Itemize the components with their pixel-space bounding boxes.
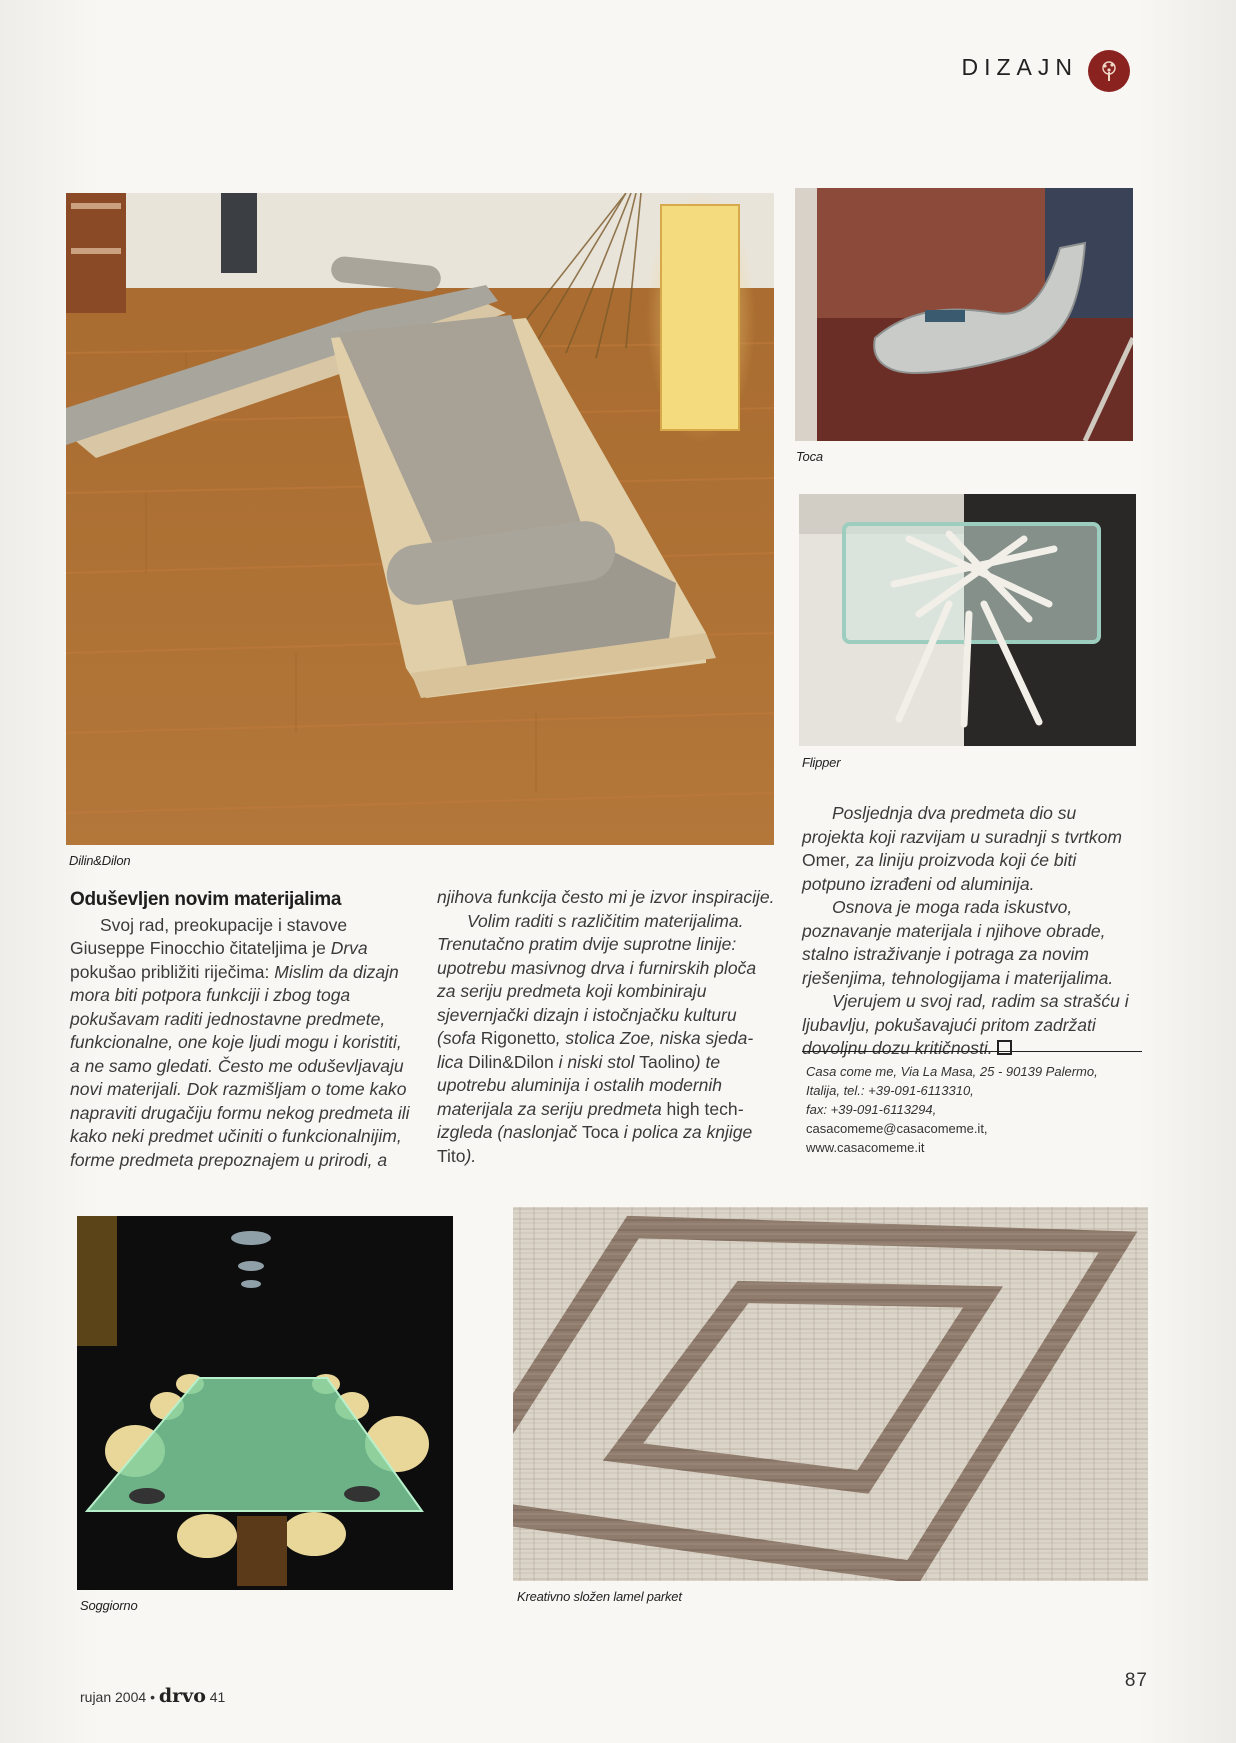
- text-span: Volim raditi s različitim materijalima. Trenutačno pratim dvije suprotne linije: upotrebu masivnog drva i furnirskih ploča za seriju predmeta koji kombiniraju sjevernjački dizajn i istočnjačku kulturu (sofa: [437, 910, 757, 1048]
- issue-date: rujan 2004: [80, 1689, 147, 1705]
- text-span: Omer: [802, 850, 846, 870]
- text-span: Rigonetto: [480, 1028, 556, 1048]
- text-span: ).: [465, 1145, 477, 1166]
- text-span: Tito: [437, 1145, 466, 1166]
- contact-email: casacomeme@casacomeme.it,: [806, 1121, 988, 1136]
- article-paragraph: njihova funkcija često mi je izvor inspiracije.: [437, 887, 775, 907]
- contact-block: [806, 1062, 1146, 1157]
- text-span: Zoe: [619, 1028, 651, 1048]
- photo-parket: [513, 1207, 1148, 1581]
- photo-toca: [795, 188, 1133, 441]
- page-footer: [80, 1685, 225, 1707]
- caption-dilin-dilon: Dilin&Dilon: [69, 853, 131, 868]
- article-paragraph: [802, 990, 1142, 1061]
- text-span: Svoj rad, preokupacije i stavove Giuseppe Finocchio čitateljima je: [70, 914, 348, 958]
- photo-dilin-dilon: [66, 193, 774, 845]
- text-span: -izgleda (naslonjač: [437, 1098, 744, 1142]
- article-paragraph: Osnova je moga rada iskustvo, poznavanje materijala i njihove obrade, stalno istraživanje i potraga za novim rješenjima, tehnologijama i materijalima.: [802, 897, 1114, 988]
- text-span: i polica za knjige: [618, 1122, 753, 1142]
- article-paragraph: [802, 802, 1142, 896]
- text-span: Dilin&Dilon: [468, 1051, 554, 1072]
- contact-line: Italija, tel.: +39-091-6113310,: [806, 1083, 974, 1098]
- text-span: , za liniju proizvoda koji će biti potpuno izrađeni od aluminija.: [802, 850, 1077, 894]
- contact-line: Casa come me, Via La Masa, 25 - 90139 Palermo,: [806, 1064, 1098, 1079]
- article-paragraph: [70, 914, 410, 1173]
- text-span: high tech: [666, 1098, 738, 1119]
- text-span: Mislim da dizajn mora biti potpora funkciji i zbog toga pokušavam raditi jednostavne predmete, funkcionalne, one koje ljudi mogu i koristiti, a ne samo gledati. Često me oduševljavaju novi materijali. Dok razmišljam o tome kako napraviti drugačiju formu nekog predmeta ili kako neki predmet učiniti o funkcionalnijim, forme predmeta prepoznajem u prirodi, a: [70, 961, 410, 1170]
- article-heading: Oduševljen novim materijalima: [70, 889, 342, 910]
- contact-line: fax: +39-091-6113294,: [806, 1102, 937, 1117]
- contact-divider: [802, 1051, 1142, 1052]
- caption-soggiorno: Soggiorno: [80, 1598, 138, 1613]
- caption-toca: Toca: [796, 449, 823, 464]
- text-span: , stolica: [555, 1028, 620, 1048]
- text-span: Toca: [581, 1122, 619, 1142]
- end-mark-icon: [997, 1040, 1012, 1055]
- footer-bullet: •: [150, 1689, 155, 1705]
- tree-emblem-icon: [1088, 50, 1130, 92]
- article-column-1: [70, 888, 410, 1172]
- text-span: Vjerujem u svoj rad, radim sa strašću i ljubavlju, pokušavajući pritom zadržati dovoljnu dozu kritičnosti.: [802, 991, 1129, 1058]
- caption-flipper: Flipper: [802, 755, 841, 770]
- article-column-3: [802, 802, 1142, 1061]
- caption-parket: Kreativno složen lamel parket: [517, 1589, 682, 1604]
- photo-flipper: [799, 494, 1136, 746]
- article-paragraph: [437, 910, 777, 1169]
- text-span: ) te upotrebu aluminija i ostalih modernih materijala za seriju predmeta: [437, 1051, 723, 1119]
- text-span: pokušao približiti riječima:: [70, 961, 275, 982]
- photo-soggiorno: [77, 1216, 453, 1590]
- article-column-2: [437, 886, 777, 1168]
- text-span: Taolino: [639, 1051, 695, 1072]
- text-span: , niska sjeda-lica: [437, 1028, 754, 1072]
- section-label: DIZAJN: [961, 54, 1078, 80]
- issue-number: 41: [209, 1689, 226, 1705]
- text-span: Drva: [330, 938, 368, 958]
- page-number: 87: [1124, 1670, 1148, 1691]
- contact-website: www.casacomeme.it: [806, 1140, 925, 1155]
- text-span: i niski stol: [553, 1051, 640, 1072]
- section-header: [900, 50, 1140, 90]
- magazine-name: drvo: [158, 1685, 206, 1707]
- text-span: Posljednja dva predmeta dio su projekta koji razvijam u suradnji s tvrtkom: [802, 803, 1122, 847]
